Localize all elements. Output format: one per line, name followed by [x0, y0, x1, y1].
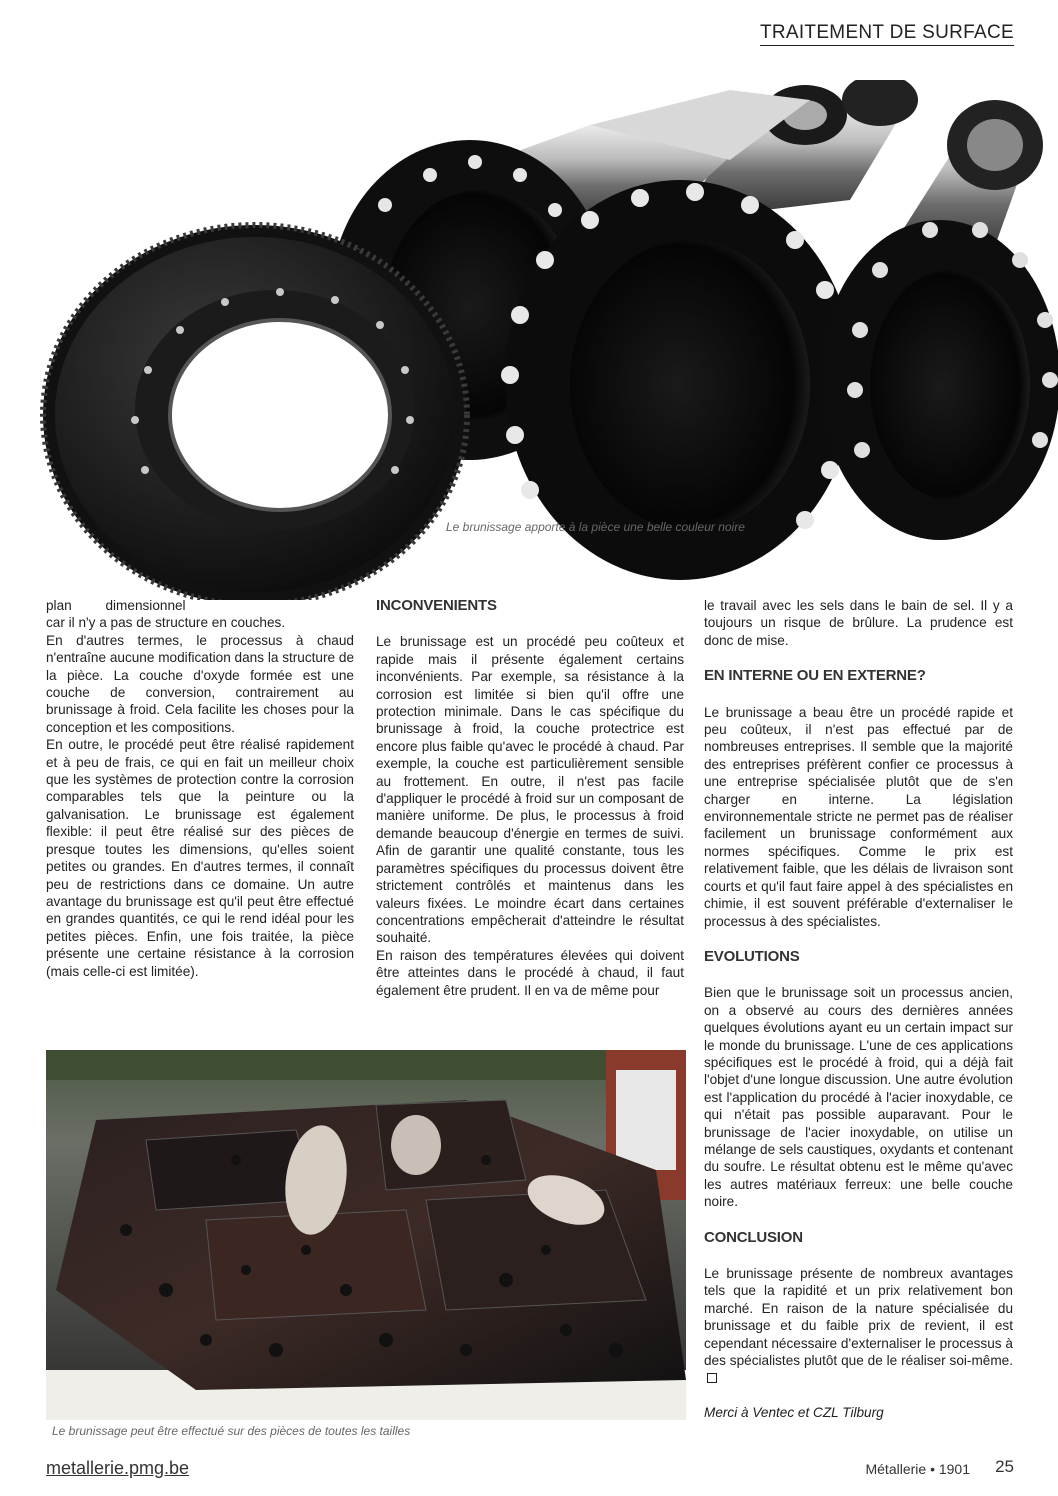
col1-paragraph-4: En outre, le procédé peut être réalisé rapidement et à peu de frais, ce qui en fait un meilleur choix que les systèmes de protection contre la corrosion comparables tels que la peinture ou la galvanisation. Le brunissage est également flexible: il peut être réalisé sur des pièces de presque toutes les dimensions, qu'elles soient petites ou grandes. En d'autres termes, il connaît peu de restrictions dans ce domaine. Un autre avantage du brunissage est qu'il peut être effectué en grandes quantités, ce qui le rend idéal pour les petites pièces. Enfin, une fois traitée, la pièce présente une certaine résistance à la corrosion (mais celle-ci est limitée). [46, 737, 354, 979]
heading-conclusion: CONCLUSION [704, 1228, 803, 1246]
bottom-photo [46, 1050, 686, 1420]
heading-interne-externe: EN INTERNE OU EN EXTERNE? [704, 667, 926, 685]
footer-magazine-issue: Métallerie • 1901 [865, 1461, 970, 1477]
col2-paragraph-1: Le brunissage est un procédé peu coûteux et rapide mais il présente également certains inconvénients. Par exemple, sa résistance à la corrosion est limitée si bien qu'il offre une protection minimale. Dans le cas spécifique du brunissage à froid, la couche protectrice est encore plus faible qu'avec le procédé à chaud. Par exemple, la couche est particulièrement sensible au frottement. En outre, il n'est pas facile d'appliquer le procédé à froid sur un composant de manière uniforme. De plus, le processus à froid demande beaucoup d'énergie en termes de suivi. Afin de garantir une qualité constante, tous les paramètres spécifiques du processus doivent être strictement contrôlés et maintenus dans les valeurs fixées. Le moindre écart dans certaines concentrations empêcherait d'atteindre le résultat souhaité. [376, 634, 684, 946]
thanks-line: Merci à Ventec et CZL Tilburg [704, 1404, 884, 1420]
heading-evolutions: EVOLUTIONS [704, 947, 800, 965]
footer-website-link[interactable]: metallerie.pmg.be [46, 1458, 190, 1478]
col1-paragraph-3: En d'autres termes, le processus à chaud n'entraîne aucune modification dans la structure de la pièce. La couche d'oxyde formée est une couche de conversion, contrairement au brunissage à froid. Cela facilite les choses pour la conception et les compositions. [46, 632, 354, 735]
gear-ring [43, 225, 467, 600]
flange-right [820, 220, 1058, 540]
col3-paragraph-1: le travail avec les sels dans le bain de sel. Il y a toujours un risque de brûlure. La prudence est donc de mise. [704, 598, 1013, 648]
col3-paragraph-2: Le brunissage a beau être un procédé rapide et peu coûteux, il n'est pas effectué par de nombreuses entreprises. Il semble que la majorité des entreprises préfèrent confier ce processus à une entreprise spécialisée plutôt que de s'en charger en interne. La législation environnementale stricte ne permet pas de réaliser facilement un brunissage conformément aux normes spécifiques. Comme le prix est relativement faible, que les délais de livraison sont courts et qu'il faut faire appel à des spécialistes en chimie, il est souvent préférable d'externaliser le processus à des spécialistes. [704, 704, 1013, 929]
conclusion-text: Le brunissage présente de nombreux avantages tels que la rapidité et un prix relativement bon marché. En raison de la nature spécialisée du brunissage et du faible prix de revient, il est cependant nécessaire d'externaliser le processus à des spécialistes plutôt que de le réaliser soi-même. [704, 1266, 1013, 1369]
bottom-photo-caption: Le brunissage peut être effectué sur des pièces de toutes les tailles [52, 1424, 411, 1438]
col1-paragraph-2: car il n'y a pas de structure en couches. [46, 615, 286, 631]
col2-paragraph-2: En raison des températures élevées qui doivent être atteintes dans le procédé à chaud, il faut également être prudent. Il en va de même pour [376, 947, 684, 998]
col1-paragraph-1: plan dimensionnel [46, 598, 186, 613]
col3-paragraph-4 [704, 1265, 1013, 1387]
column-3 [704, 597, 1013, 1421]
top-photo-caption: Le brunissage apporte à la pièce une belle couleur noire [446, 520, 745, 534]
column-2 [376, 597, 684, 999]
section-tag: TRAITEMENT DE SURFACE [760, 22, 1014, 46]
heading-inconvenients: INCONVENIENTS [376, 597, 497, 614]
column-1 [46, 597, 354, 980]
end-mark-box-icon [707, 1373, 717, 1383]
page-number: 25 [995, 1457, 1014, 1476]
col3-paragraph-3: Bien que le brunissage soit un processus ancien, on a observé au cours des dernières années quelques évolutions ayant eu un certain impact sur le monde du brunissage. L'une de ces applications spécifiques est le procédé à froid, qui a déjà fait l'objet d'une longue discussion. Une autre évolution est l'application du procédé à l'acier inoxydable, ce qui n'était pas possible auparavant. Pour le brunissage de l'acier inoxydable, on utilise un mélange de sels caustiques, oxydants et contenant du soufre. Le résultat obtenu est le même qu'avec les autres matériaux ferreux: une belle couche noire. [704, 985, 1013, 1210]
